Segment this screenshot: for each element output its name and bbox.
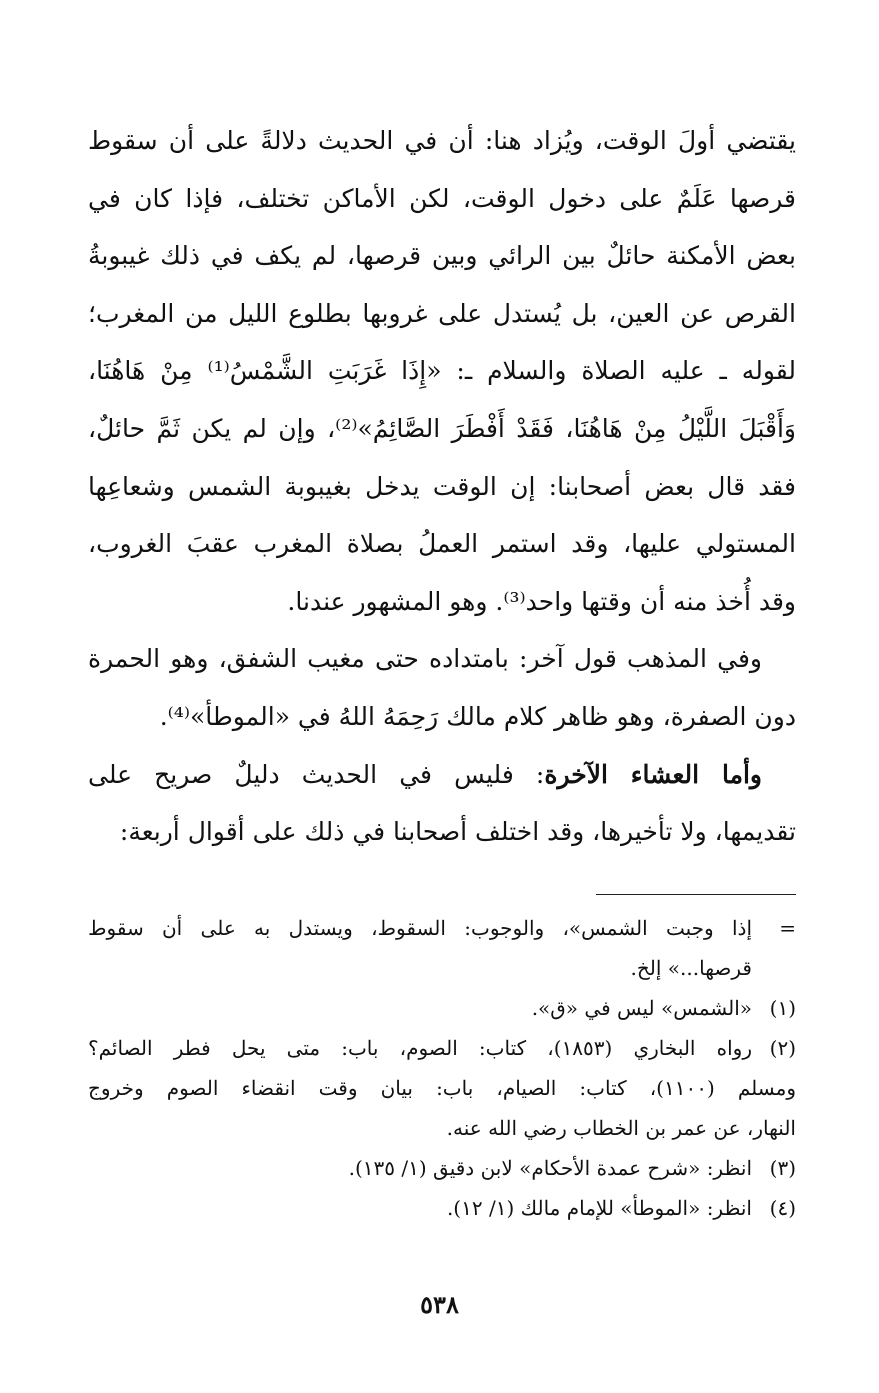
body-line: بعض الأمكنة حائلٌ بين الرائي وبين قرصها، لم يكف في ذلك غيبوبةُ <box>88 241 796 271</box>
body-line: وفي المذهب قول آخر: بامتداده حتى مغيب الشفق، وهو الحمرة <box>88 644 762 674</box>
footnote-number: (١) <box>769 996 796 1020</box>
footnote-marker: = <box>779 916 796 940</box>
footnote-line: قرصها...» إلخ. <box>630 956 752 980</box>
footnote-line: «الشمس» ليس في «ق». <box>531 996 752 1020</box>
footnote-line: النهار، عن عمر بن الخطاب رضي الله عنه. <box>446 1116 796 1140</box>
footnote-number: (٢) <box>769 1036 796 1060</box>
body-line: وقد أُخذ منه أن وقتها واحد⁽³⁾. وهو المشهور عندنا. <box>287 586 796 616</box>
footnotes <box>88 908 796 1228</box>
footnote-line: انظر: «الموطأ» للإمام مالك (١/ ١٢). <box>446 1196 752 1220</box>
footnote-3 <box>88 1148 796 1188</box>
footnote-4 <box>88 1188 796 1228</box>
body-line-rest: : فليس في الحديث دليلٌ صريح على <box>88 759 545 789</box>
footnote-line: ومسلم (١١٠٠)، كتاب: الصيام، باب: بيان وقت انقضاء الصوم وخروج <box>88 1076 796 1100</box>
body-line: المستولي عليها، وقد استمر العملُ بصلاة المغرب عقبَ الغروب، <box>88 529 796 559</box>
footnote-number: (٤) <box>769 1196 796 1220</box>
footnote-number: (٣) <box>769 1156 796 1180</box>
body-line: دون الصفرة، وهو ظاهر كلام مالك رَحِمَهُ اللهُ في «الموطأ»⁽⁴⁾. <box>159 701 796 731</box>
body-line: فقد قال بعض أصحابنا: إن الوقت يدخل بغيبوبة الشمس وشعاعِها <box>88 471 796 501</box>
body-line: لقوله ـ عليه الصلاة والسلام ـ: «إِذَا غَرَبَتِ الشَّمْسُ⁽¹⁾ مِنْ هَاهُنَا، <box>88 356 796 386</box>
body-line: وَأَقْبَلَ اللَّيْلُ مِنْ هَاهُنَا، فَقَدْ أَفْطَرَ الصَّائِمُ»⁽²⁾، وإن لم يكن ثَمَّ حائلٌ، <box>88 413 796 443</box>
section-heading-word: وأما العشاء الآخرة <box>544 759 762 789</box>
footnote-line: انظر: «شرح عمدة الأحكام» لابن دقيق (١/ ١٣٥). <box>348 1156 752 1180</box>
body-line: قرصها عَلَمٌ على دخول الوقت، لكن الأماكن تختلف، فإذا كان في <box>88 183 796 213</box>
body-line: يقتضي أولَ الوقت، ويُزاد هنا: أن في الحديث دلالةً على أن سقوط <box>88 126 796 155</box>
body-line: القرص عن العين، بل يُستدل على غروبها بطلوع الليل من المغرب؛ <box>88 298 796 328</box>
footnote-line: رواه البخاري (١٨٥٣)، كتاب: الصوم، باب: متى يحل فطر الصائم؟ <box>88 1036 752 1060</box>
footnote-divider <box>596 894 796 895</box>
footnote-1 <box>88 988 796 1028</box>
footnote-2 <box>88 1028 796 1148</box>
page-number: ٥٣٨ <box>420 1290 459 1319</box>
body-line <box>88 746 796 804</box>
main-text <box>88 112 796 861</box>
body-line: تقديمها، ولا تأخيرها، وقد اختلف أصحابنا في ذلك على أقوال أربعة: <box>119 817 796 847</box>
footnote-continuation <box>88 908 796 988</box>
footnote-line: إذا وجبت الشمس»، والوجوب: السقوط، ويستدل به على أن سقوط <box>88 916 752 940</box>
